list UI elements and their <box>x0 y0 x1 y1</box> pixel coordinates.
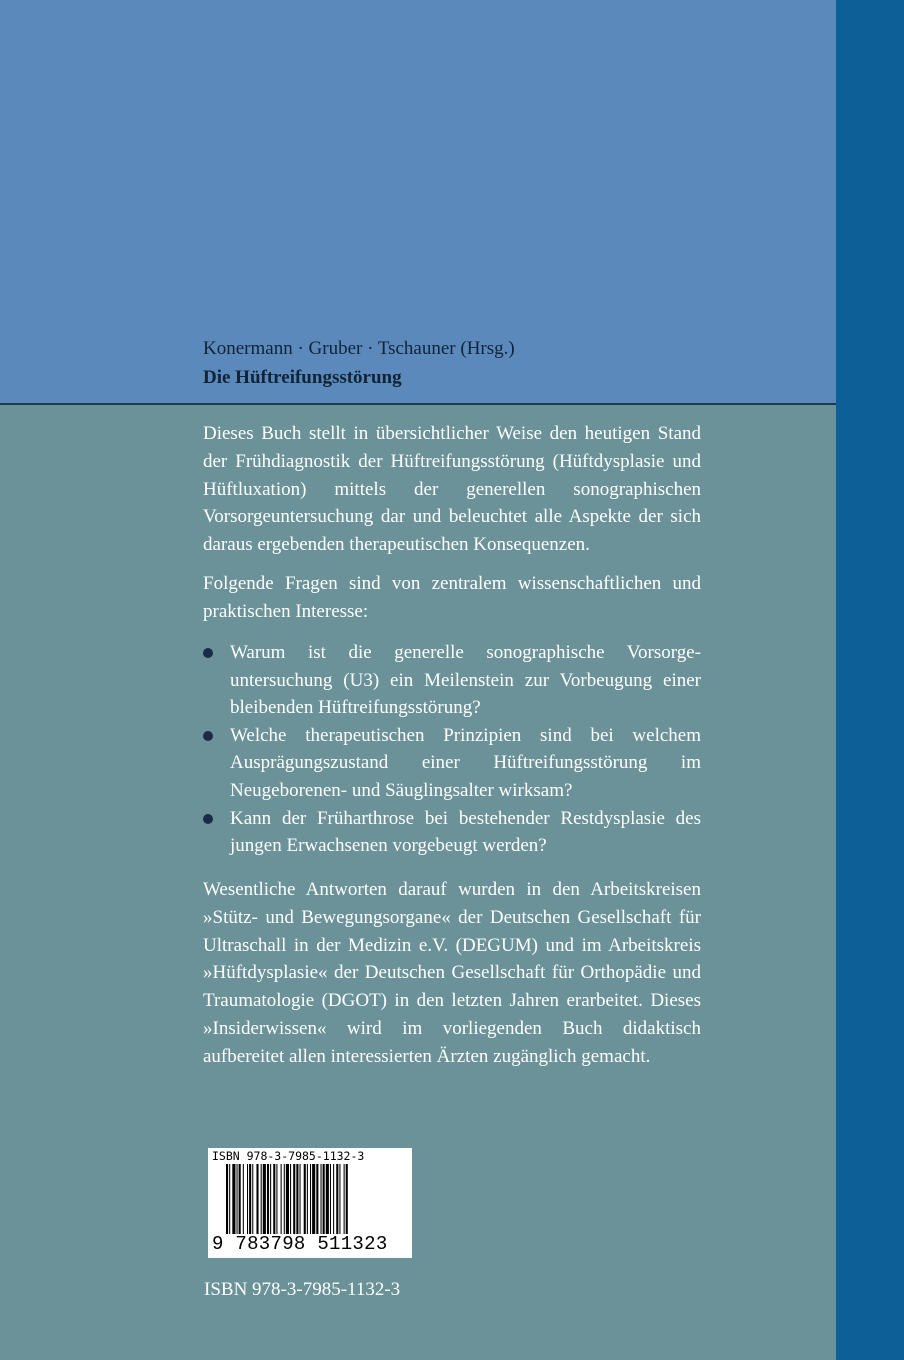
barcode-bar <box>286 1164 289 1234</box>
barcode-bar <box>249 1164 251 1234</box>
question-item <box>203 722 701 805</box>
bullet-icon <box>203 814 213 824</box>
barcode-bar <box>284 1164 285 1234</box>
barcode-isbn-text: ISBN 978-3-7985-1132-3 <box>212 1149 365 1163</box>
barcode-bar <box>256 1164 258 1234</box>
bullet-icon <box>203 648 213 658</box>
barcode-bar <box>229 1164 230 1234</box>
bullet-icon <box>203 731 213 741</box>
barcode-bar <box>336 1164 338 1234</box>
barcode-bar <box>261 1164 262 1234</box>
barcode-bar <box>252 1164 253 1234</box>
barcode-bar <box>243 1164 244 1234</box>
band-divider <box>0 403 836 405</box>
description-paragraph-1: Dieses Buch stellt in übersichtlicher Weise den heutigen Stand der Frühdiagnostik der Hüftreifungsstörung (Hüftdysplasie und Hüftluxation) mittels der generellen sonographischen Vorsorgeuntersuchung dar und beleuchtet alle Aspekte der sich daraus ergebenden therapeutischen Konsequenzen. <box>203 423 701 556</box>
book-title: Die Hüftreifungsstörung <box>203 367 402 388</box>
barcode-bar <box>232 1164 235 1234</box>
barcode-bar <box>237 1164 238 1234</box>
barcode-bar <box>281 1164 282 1234</box>
description-paragraph-3: Wesentliche Antworten darauf wurden in den Arbeitskreisen »Stütz- und Bewegungsorgane« der Deutschen Gesellschaft für Ultraschall in der Medizin e.V. (DEGUM) und im Arbeitskreis »Hüftdysplasie« der Deutschen Gesellschaft für Orthopädie und Traumatologie (DGOT) in den letzten Jahren erarbeitet. Dieses »Insiderwissen« wird im vorliegenden Buch didaktisch aufbereitet allen interessierten Ärzten zugänglich gemacht. <box>203 879 701 1067</box>
barcode-digits: 9 783798 511323 <box>212 1233 388 1255</box>
barcode-bar <box>293 1164 295 1234</box>
barcode-bar <box>247 1164 248 1234</box>
barcode-bar <box>290 1164 291 1234</box>
question-item <box>203 805 701 860</box>
barcode-bar <box>330 1164 331 1234</box>
question-list <box>203 639 701 860</box>
barcode-bar <box>339 1164 340 1234</box>
barcode-bar <box>304 1164 306 1234</box>
barcode-bar <box>300 1164 301 1234</box>
question-text: Kann der Früharthrose bei bestehender Restdysplasie des jungen Erwachsenen vorgebeugt werden? <box>230 807 701 857</box>
barcode-bar <box>239 1164 241 1234</box>
barcode-bar <box>276 1164 277 1234</box>
barcode-bar <box>323 1164 325 1234</box>
barcode-bar <box>326 1164 329 1234</box>
question-item <box>203 639 701 722</box>
barcode-bar <box>316 1164 318 1234</box>
barcode-bar <box>263 1164 266 1234</box>
barcode-bar <box>346 1164 348 1234</box>
barcode-bar <box>273 1164 275 1234</box>
barcode-bar <box>307 1164 308 1234</box>
barcode-bar <box>321 1164 322 1234</box>
barcode-bar <box>310 1164 311 1234</box>
isbn-text: ISBN 978-3-7985-1132-3 <box>204 1279 401 1300</box>
barcode-bar <box>344 1164 345 1234</box>
barcode-bar <box>296 1164 298 1234</box>
barcode-bar <box>226 1164 228 1234</box>
barcode-bar <box>333 1164 334 1234</box>
question-text: Warum ist die generelle sonographische Vorsorgeuntersuchung (U3) ein Meilenstein zur Vorbeugung einer bleibenden Hüftreifungsstörung? <box>230 642 701 719</box>
barcode-bar <box>270 1164 271 1234</box>
barcode-bars <box>226 1164 396 1234</box>
barcode-bar <box>267 1164 269 1234</box>
spine-strip <box>836 0 904 1360</box>
barcode-label <box>208 1148 412 1258</box>
question-text: Welche therapeutischen Prinzipien sind bei welchem Ausprägungszustand einer Hüftreifungsstörung im Neugeborenen- und Säuglingsalter wirksam? <box>230 724 701 801</box>
editors-line: Konermann · Gruber · Tschauner (Hrsg.) <box>203 338 515 359</box>
barcode-bar <box>312 1164 315 1234</box>
description-paragraph-2: Folgende Fragen sind von zentralem wissenschaftlichen und praktischen Interesse: <box>203 573 701 622</box>
